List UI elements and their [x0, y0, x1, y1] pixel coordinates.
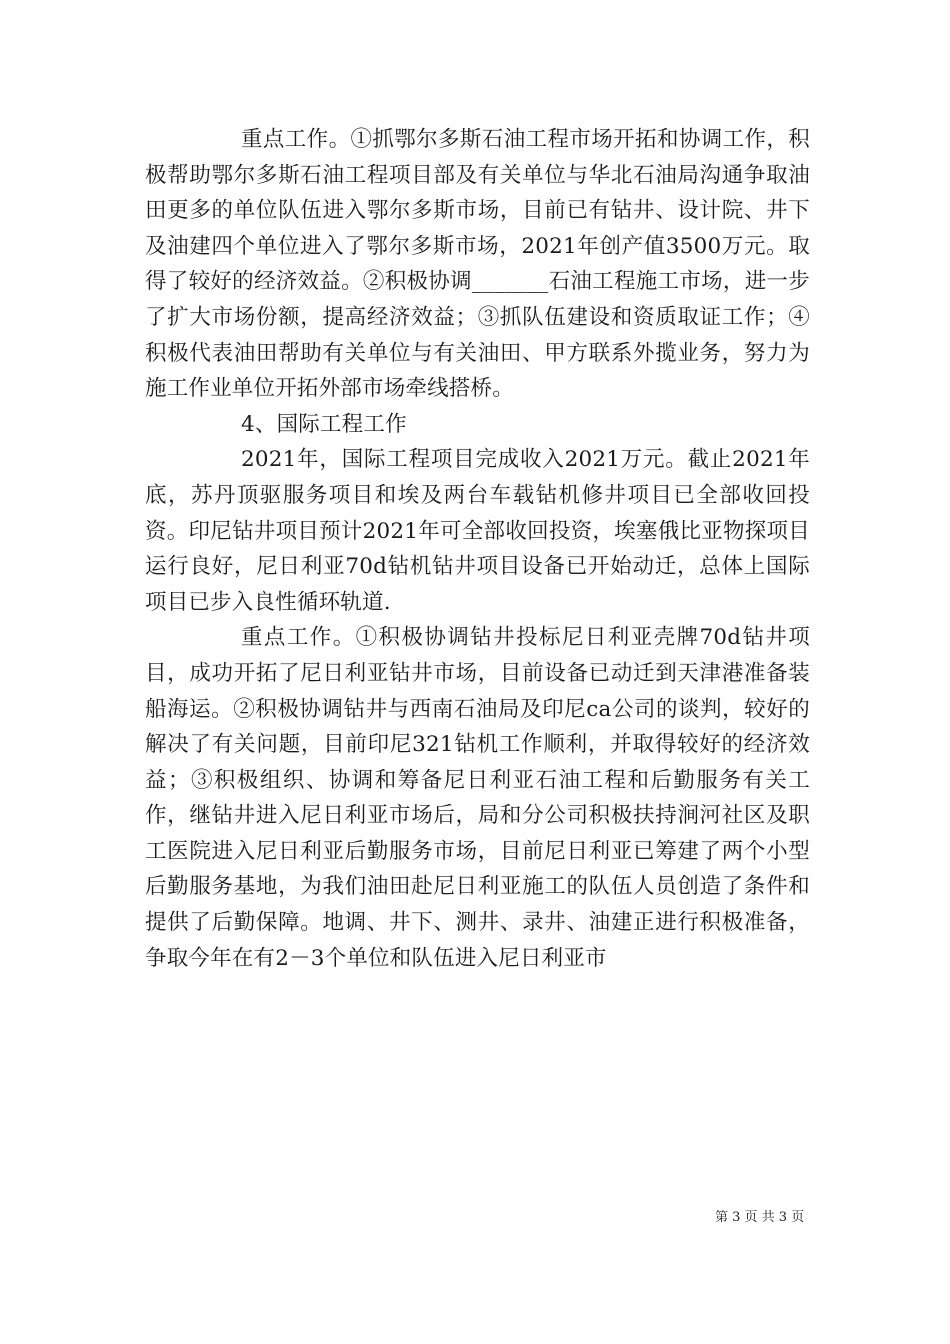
document-body [145, 122, 810, 976]
paragraph-key-work-nigeria: 重点工作。①积极协调钻井投标尼日利亚壳牌70d钻井项目，成功开拓了尼日利亚钻井市场，目前设备已动迁到天津港准备装船海运。②积极协调钻井与西南石油局及印尼ca公司的谈判，较好的解决了有关问题，目前印尼321钻机工作顺利，并取得较好的经济效益；③积极组织、协调和筹备尼日利亚石油工程和后勤服务有关工作，继钻井进入尼日利亚市场后，局和分公司积极扶持涧河社区及职工医院进入尼日利亚后勤服务市场，目前尼日利亚已筹建了两个小型后勤服务基地，为我们油田赴尼日利亚施工的队伍人员创造了条件和提供了后勤保障。地调、井下、测井、录井、油建正进行积极准备，争取今年在有2－3个单位和队伍进入尼日利亚市 [145, 625, 810, 971]
page-number-footer: 第 3 页 共 3 页 [715, 1210, 805, 1225]
paragraph-international-revenue: 2021年，国际工程项目完成收入2021万元。截止2021年底，苏丹顶驱服务项目和埃及两台车载钻机修井项目已全部收回投资。印尼钻井项目预计2021年可全部收回投资，埃塞俄比亚物探项目运行良好，尼日利亚70d钻机钻井项目设备已开始动迁，总体上国际项目已步入良性循环轨道. [145, 447, 810, 615]
section-heading-international: 4、国际工程工作 [241, 411, 407, 437]
paragraph-key-work-ordos: 重点工作。①抓鄂尔多斯石油工程市场开拓和协调工作，积极帮助鄂尔多斯石油工程项目部及有关单位与华北石油局沟通争取油田更多的单位队伍进入鄂尔多斯市场，目前已有钻井、设计院、井下及油建四个单位进入了鄂尔多斯市场，2021年创产值3500万元。取得了较好的经济效益。②积极协调_______石油工程施工市场，进一步了扩大市场份额，提高经济效益；③抓队伍建设和资质取证工作；④积极代表油田帮助有关单位与有关油田、甲方联系外揽业务，努力为施工作业单位开拓外部市场牵线搭桥。 [145, 127, 810, 402]
